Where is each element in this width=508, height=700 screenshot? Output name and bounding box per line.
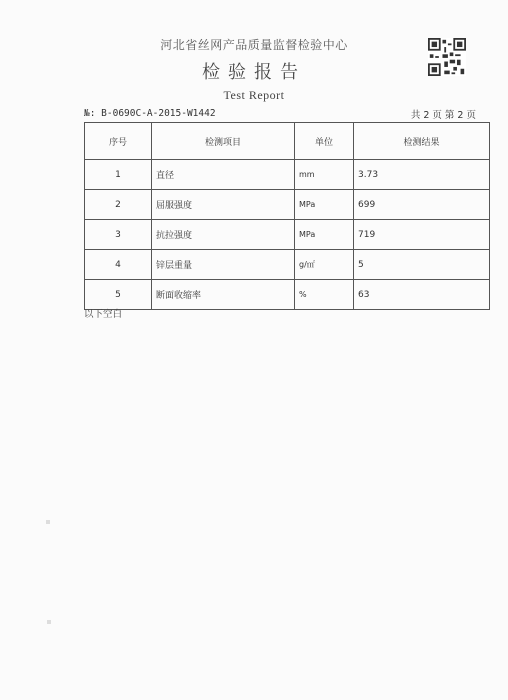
row-result: 719 — [354, 220, 490, 250]
scan-speck — [47, 620, 51, 624]
table-row — [85, 250, 490, 280]
blank-below-note: 以下空白 — [84, 309, 123, 320]
row-item: 屈服强度 — [152, 190, 295, 220]
report-title: 检验报告 — [202, 62, 306, 83]
row-result: 3.73 — [354, 160, 490, 190]
row-no: 2 — [85, 190, 152, 220]
table-row — [85, 220, 490, 250]
header-no: 序号 — [85, 123, 152, 160]
row-result: 63 — [354, 280, 490, 310]
row-item: 直径 — [152, 160, 295, 190]
table-row — [85, 190, 490, 220]
row-no: 5 — [85, 280, 152, 310]
report-number: №: B-0690C-A-2015-W1442 — [84, 108, 216, 119]
organization-name: 河北省丝网产品质量监督检验中心 — [160, 38, 348, 52]
row-unit: MPa — [295, 220, 354, 250]
header-item: 检测项目 — [152, 123, 295, 160]
table-header-row — [85, 123, 490, 160]
row-item: 断面收缩率 — [152, 280, 295, 310]
header-result: 检测结果 — [354, 123, 490, 160]
table-row — [85, 160, 490, 190]
row-no: 4 — [85, 250, 152, 280]
results-table — [84, 122, 490, 310]
row-no: 3 — [85, 220, 152, 250]
row-no: 1 — [85, 160, 152, 190]
row-unit: MPa — [295, 190, 354, 220]
row-unit: mm — [295, 160, 354, 190]
row-result: 5 — [354, 250, 490, 280]
report-subtitle: Test Report — [223, 88, 285, 102]
qr-code-icon — [428, 38, 466, 76]
row-unit: g/㎡ — [295, 250, 354, 280]
row-item: 锌层重量 — [152, 250, 295, 280]
row-result: 699 — [354, 190, 490, 220]
table-row — [85, 280, 490, 310]
page-count: 共 2 页 第 2 页 — [410, 110, 476, 121]
row-item: 抗拉强度 — [152, 220, 295, 250]
header-unit: 单位 — [295, 123, 354, 160]
row-unit: % — [295, 280, 354, 310]
scan-speck — [46, 520, 50, 524]
